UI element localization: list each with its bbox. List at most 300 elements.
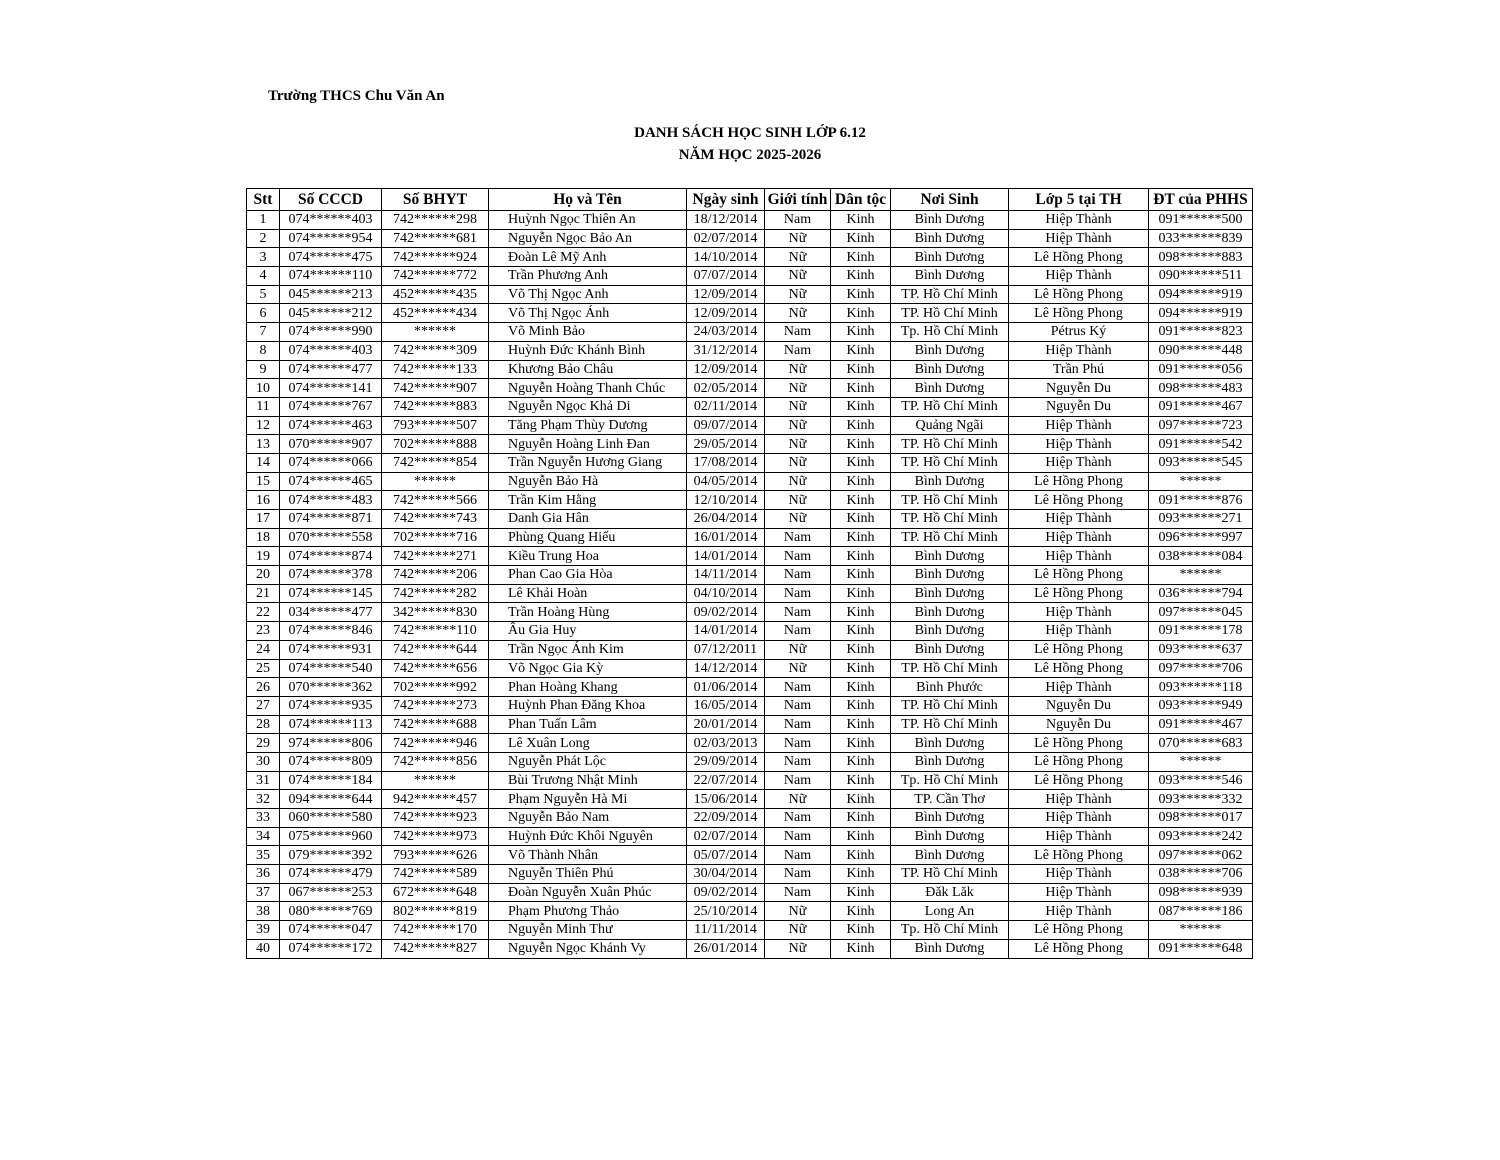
cell-ethnicity: Kinh (831, 397, 891, 416)
table-row (247, 902, 1253, 921)
cell-cccd: 074******931 (280, 640, 382, 659)
cell-bhyt: 672******648 (382, 883, 489, 902)
cell-bhyt: ****** (382, 472, 489, 491)
cell-cccd: 070******558 (280, 528, 382, 547)
cell-bhyt: ****** (382, 771, 489, 790)
cell-primary-school: Hiệp Thành (1009, 678, 1149, 697)
cell-stt: 35 (247, 846, 280, 865)
cell-birthplace: Bình Dương (891, 360, 1009, 379)
cell-gender: Nam (765, 752, 831, 771)
cell-cccd: 079******392 (280, 846, 382, 865)
cell-full-name: Phan Tuấn Lâm (489, 715, 687, 734)
cell-full-name: Huỳnh Ngọc Thiên An (489, 211, 687, 230)
cell-bhyt: 742******856 (382, 752, 489, 771)
cell-bhyt: 452******434 (382, 304, 489, 323)
cell-full-name: Trần Hoàng Hùng (489, 603, 687, 622)
cell-full-name: Phan Cao Gia Hòa (489, 566, 687, 585)
cell-parent-phone: 094******919 (1149, 304, 1253, 323)
cell-stt: 38 (247, 902, 280, 921)
cell-bhyt: 702******992 (382, 678, 489, 697)
cell-cccd: 074******066 (280, 453, 382, 472)
table-row (247, 827, 1253, 846)
cell-primary-school: Hiệp Thành (1009, 865, 1149, 884)
cell-stt: 3 (247, 248, 280, 267)
cell-parent-phone: 091******648 (1149, 939, 1253, 958)
cell-parent-phone: 091******823 (1149, 323, 1253, 342)
cell-cccd: 060******580 (280, 809, 382, 828)
cell-full-name: Nguyễn Phát Lộc (489, 752, 687, 771)
cell-full-name: Phan Hoàng Khang (489, 678, 687, 697)
cell-birthplace: Bình Dương (891, 566, 1009, 585)
cell-ethnicity: Kinh (831, 939, 891, 958)
cell-stt: 13 (247, 435, 280, 454)
cell-ethnicity: Kinh (831, 883, 891, 902)
cell-birth-date: 09/07/2014 (687, 416, 765, 435)
cell-birth-date: 14/12/2014 (687, 659, 765, 678)
cell-full-name: Nguyễn Hoàng Thanh Chúc (489, 379, 687, 398)
cell-gender: Nữ (765, 229, 831, 248)
cell-stt: 32 (247, 790, 280, 809)
cell-primary-school: Lê Hồng Phong (1009, 566, 1149, 585)
cell-ethnicity: Kinh (831, 584, 891, 603)
cell-ethnicity: Kinh (831, 472, 891, 491)
cell-birthplace: TP. Hồ Chí Minh (891, 510, 1009, 529)
cell-full-name: Võ Thành Nhân (489, 846, 687, 865)
document-title: DANH SÁCH HỌC SINH LỚP 6.12 (634, 125, 866, 141)
header-stt: Stt (247, 189, 280, 211)
cell-birthplace: Bình Dương (891, 603, 1009, 622)
cell-birthplace: TP. Hồ Chí Minh (891, 435, 1009, 454)
table-row (247, 379, 1253, 398)
cell-gender: Nam (765, 883, 831, 902)
cell-full-name: Trần Ngọc Ánh Kim (489, 640, 687, 659)
cell-primary-school: Hiệp Thành (1009, 603, 1149, 622)
table-row (247, 790, 1253, 809)
cell-gender: Nam (765, 566, 831, 585)
cell-ethnicity: Kinh (831, 267, 891, 286)
cell-birth-date: 02/07/2014 (687, 827, 765, 846)
cell-full-name: Lê Xuân Long (489, 734, 687, 753)
cell-bhyt: ****** (382, 323, 489, 342)
cell-birthplace: Tp. Hồ Chí Minh (891, 323, 1009, 342)
cell-bhyt: 742******644 (382, 640, 489, 659)
cell-primary-school: Trần Phú (1009, 360, 1149, 379)
table-row (247, 678, 1253, 697)
cell-cccd: 074******846 (280, 622, 382, 641)
cell-primary-school: Hiệp Thành (1009, 528, 1149, 547)
table-row (247, 341, 1253, 360)
cell-primary-school: Hiệp Thành (1009, 267, 1149, 286)
cell-birthplace: TP. Hồ Chí Minh (891, 285, 1009, 304)
cell-bhyt: 742******681 (382, 229, 489, 248)
cell-birthplace: Bình Dương (891, 379, 1009, 398)
cell-stt: 6 (247, 304, 280, 323)
cell-primary-school: Hiệp Thành (1009, 883, 1149, 902)
cell-bhyt: 342******830 (382, 603, 489, 622)
cell-ethnicity: Kinh (831, 622, 891, 641)
cell-cccd: 074******047 (280, 921, 382, 940)
cell-birth-date: 29/05/2014 (687, 435, 765, 454)
cell-parent-phone: 087******186 (1149, 902, 1253, 921)
cell-birthplace: TP. Hồ Chí Minh (891, 865, 1009, 884)
header-birthplace: Nơi Sinh (891, 189, 1009, 211)
cell-cccd: 074******479 (280, 865, 382, 884)
cell-full-name: Khương Bảo Châu (489, 360, 687, 379)
table-row (247, 622, 1253, 641)
cell-gender: Nam (765, 809, 831, 828)
table-row (247, 659, 1253, 678)
cell-cccd: 074******767 (280, 397, 382, 416)
cell-primary-school: Hiệp Thành (1009, 435, 1149, 454)
cell-stt: 30 (247, 752, 280, 771)
cell-cccd: 074******540 (280, 659, 382, 678)
cell-full-name: Võ Thị Ngọc Anh (489, 285, 687, 304)
cell-primary-school: Lê Hồng Phong (1009, 248, 1149, 267)
cell-bhyt: 942******457 (382, 790, 489, 809)
cell-full-name: Nguyễn Bảo Nam (489, 809, 687, 828)
cell-birth-date: 04/10/2014 (687, 584, 765, 603)
cell-birthplace: Bình Dương (891, 809, 1009, 828)
cell-primary-school: Lê Hồng Phong (1009, 921, 1149, 940)
cell-stt: 18 (247, 528, 280, 547)
table-row (247, 883, 1253, 902)
cell-full-name: Phạm Nguyễn Hà Mi (489, 790, 687, 809)
cell-cccd: 074******935 (280, 696, 382, 715)
cell-stt: 33 (247, 809, 280, 828)
cell-cccd: 067******253 (280, 883, 382, 902)
cell-primary-school: Hiệp Thành (1009, 547, 1149, 566)
cell-primary-school: Lê Hồng Phong (1009, 659, 1149, 678)
cell-parent-phone: 070******683 (1149, 734, 1253, 753)
cell-birthplace: Bình Dương (891, 341, 1009, 360)
cell-bhyt: 742******907 (382, 379, 489, 398)
cell-gender: Nam (765, 584, 831, 603)
cell-birth-date: 16/01/2014 (687, 528, 765, 547)
cell-cccd: 034******477 (280, 603, 382, 622)
cell-full-name: Trần Phương Anh (489, 267, 687, 286)
cell-primary-school: Hiệp Thành (1009, 229, 1149, 248)
cell-bhyt: 742******827 (382, 939, 489, 958)
cell-parent-phone: 098******939 (1149, 883, 1253, 902)
cell-bhyt: 742******883 (382, 397, 489, 416)
cell-bhyt: 793******507 (382, 416, 489, 435)
cell-full-name: Lê Khải Hoàn (489, 584, 687, 603)
cell-parent-phone: ****** (1149, 472, 1253, 491)
cell-full-name: Phạm Phương Thảo (489, 902, 687, 921)
cell-gender: Nữ (765, 902, 831, 921)
cell-primary-school: Hiệp Thành (1009, 622, 1149, 641)
cell-parent-phone: 097******045 (1149, 603, 1253, 622)
cell-birthplace: TP. Hồ Chí Minh (891, 659, 1009, 678)
cell-full-name: Nguyễn Hoàng Linh Đan (489, 435, 687, 454)
cell-gender: Nữ (765, 267, 831, 286)
cell-birthplace: Bình Dương (891, 622, 1009, 641)
cell-parent-phone: 090******448 (1149, 341, 1253, 360)
cell-gender: Nữ (765, 304, 831, 323)
cell-birthplace: Tp. Hồ Chí Minh (891, 771, 1009, 790)
cell-cccd: 080******769 (280, 902, 382, 921)
cell-gender: Nam (765, 846, 831, 865)
table-row (247, 211, 1253, 230)
cell-stt: 20 (247, 566, 280, 585)
cell-parent-phone: 091******876 (1149, 491, 1253, 510)
cell-birthplace: Bình Dương (891, 640, 1009, 659)
cell-birthplace: Long An (891, 902, 1009, 921)
cell-birth-date: 12/09/2014 (687, 285, 765, 304)
cell-birthplace: Quảng Ngãi (891, 416, 1009, 435)
cell-bhyt: 742******923 (382, 809, 489, 828)
cell-cccd: 074******145 (280, 584, 382, 603)
cell-gender: Nữ (765, 659, 831, 678)
cell-primary-school: Nguyễn Du (1009, 696, 1149, 715)
cell-stt: 5 (247, 285, 280, 304)
cell-birthplace: Bình Dương (891, 939, 1009, 958)
cell-birth-date: 17/08/2014 (687, 453, 765, 472)
cell-birthplace: Bình Dương (891, 827, 1009, 846)
cell-full-name: Nguyễn Bảo Hà (489, 472, 687, 491)
cell-gender: Nam (765, 734, 831, 753)
cell-stt: 2 (247, 229, 280, 248)
cell-bhyt: 742******688 (382, 715, 489, 734)
cell-primary-school: Hiệp Thành (1009, 416, 1149, 435)
cell-parent-phone: 093******546 (1149, 771, 1253, 790)
cell-stt: 19 (247, 547, 280, 566)
table-row (247, 734, 1253, 753)
cell-bhyt: 742******589 (382, 865, 489, 884)
cell-cccd: 074******475 (280, 248, 382, 267)
cell-primary-school: Hiệp Thành (1009, 827, 1149, 846)
table-row (247, 435, 1253, 454)
cell-parent-phone: 091******500 (1149, 211, 1253, 230)
cell-primary-school: Lê Hồng Phong (1009, 846, 1149, 865)
cell-gender: Nữ (765, 285, 831, 304)
cell-birth-date: 09/02/2014 (687, 603, 765, 622)
cell-primary-school: Hiệp Thành (1009, 341, 1149, 360)
cell-parent-phone: 094******919 (1149, 285, 1253, 304)
cell-bhyt: 742******743 (382, 510, 489, 529)
table-row (247, 846, 1253, 865)
cell-ethnicity: Kinh (831, 229, 891, 248)
table-row (247, 696, 1253, 715)
cell-birthplace: Tp. Hồ Chí Minh (891, 921, 1009, 940)
table-row (247, 640, 1253, 659)
cell-gender: Nữ (765, 510, 831, 529)
cell-primary-school: Lê Hồng Phong (1009, 285, 1149, 304)
cell-gender: Nam (765, 323, 831, 342)
cell-birthplace: TP. Hồ Chí Minh (891, 696, 1009, 715)
cell-ethnicity: Kinh (831, 491, 891, 510)
cell-birth-date: 01/06/2014 (687, 678, 765, 697)
cell-gender: Nam (765, 715, 831, 734)
cell-bhyt: 742******282 (382, 584, 489, 603)
cell-birth-date: 16/05/2014 (687, 696, 765, 715)
cell-ethnicity: Kinh (831, 846, 891, 865)
cell-stt: 40 (247, 939, 280, 958)
cell-ethnicity: Kinh (831, 771, 891, 790)
cell-bhyt: 742******309 (382, 341, 489, 360)
cell-stt: 22 (247, 603, 280, 622)
cell-ethnicity: Kinh (831, 902, 891, 921)
cell-full-name: Nguyễn Ngọc Khả Di (489, 397, 687, 416)
cell-primary-school: Hiệp Thành (1009, 510, 1149, 529)
cell-parent-phone: ****** (1149, 566, 1253, 585)
cell-bhyt: 742******973 (382, 827, 489, 846)
cell-cccd: 074******403 (280, 211, 382, 230)
cell-full-name: Âu Gia Huy (489, 622, 687, 641)
cell-parent-phone: 038******084 (1149, 547, 1253, 566)
cell-full-name: Nguyễn Thiên Phú (489, 865, 687, 884)
cell-bhyt: 742******206 (382, 566, 489, 585)
cell-birth-date: 12/10/2014 (687, 491, 765, 510)
cell-cccd: 094******644 (280, 790, 382, 809)
cell-ethnicity: Kinh (831, 435, 891, 454)
cell-bhyt: 742******924 (382, 248, 489, 267)
cell-ethnicity: Kinh (831, 752, 891, 771)
cell-full-name: Huỳnh Phan Đăng Khoa (489, 696, 687, 715)
table-row (247, 472, 1253, 491)
cell-parent-phone: 097******706 (1149, 659, 1253, 678)
cell-gender: Nữ (765, 491, 831, 510)
cell-birth-date: 22/09/2014 (687, 809, 765, 828)
table-row (247, 285, 1253, 304)
cell-stt: 9 (247, 360, 280, 379)
cell-cccd: 074******463 (280, 416, 382, 435)
cell-cccd: 074******477 (280, 360, 382, 379)
cell-stt: 15 (247, 472, 280, 491)
cell-stt: 37 (247, 883, 280, 902)
cell-gender: Nam (765, 211, 831, 230)
cell-bhyt: 802******819 (382, 902, 489, 921)
cell-gender: Nam (765, 827, 831, 846)
cell-parent-phone: 093******545 (1149, 453, 1253, 472)
cell-ethnicity: Kinh (831, 453, 891, 472)
table-row (247, 771, 1253, 790)
cell-birth-date: 20/01/2014 (687, 715, 765, 734)
cell-cccd: 074******403 (280, 341, 382, 360)
table-row (247, 547, 1253, 566)
table-row (247, 566, 1253, 585)
header-bhyt: Số BHYT (382, 189, 489, 211)
cell-cccd: 074******809 (280, 752, 382, 771)
cell-birthplace: Đăk Lăk (891, 883, 1009, 902)
cell-birthplace: TP. Hồ Chí Minh (891, 491, 1009, 510)
cell-parent-phone: 091******056 (1149, 360, 1253, 379)
header-full-name: Họ và Tên (489, 189, 687, 211)
cell-gender: Nữ (765, 397, 831, 416)
cell-stt: 21 (247, 584, 280, 603)
cell-cccd: 075******960 (280, 827, 382, 846)
cell-gender: Nam (765, 771, 831, 790)
cell-birthplace: Bình Dương (891, 547, 1009, 566)
cell-cccd: 074******141 (280, 379, 382, 398)
cell-gender: Nam (765, 622, 831, 641)
cell-cccd: 074******110 (280, 267, 382, 286)
cell-gender: Nữ (765, 640, 831, 659)
cell-ethnicity: Kinh (831, 603, 891, 622)
cell-stt: 11 (247, 397, 280, 416)
cell-full-name: Bùi Trương Nhật Minh (489, 771, 687, 790)
cell-ethnicity: Kinh (831, 659, 891, 678)
cell-birth-date: 22/07/2014 (687, 771, 765, 790)
cell-cccd: 074******184 (280, 771, 382, 790)
cell-full-name: Phùng Quang Hiếu (489, 528, 687, 547)
cell-gender: Nam (765, 865, 831, 884)
cell-primary-school: Hiệp Thành (1009, 453, 1149, 472)
cell-primary-school: Nguyễn Du (1009, 379, 1149, 398)
table-row (247, 304, 1253, 323)
cell-primary-school: Lê Hồng Phong (1009, 491, 1149, 510)
table-row (247, 491, 1253, 510)
cell-primary-school: Pétrus Ký (1009, 323, 1149, 342)
cell-bhyt: 742******656 (382, 659, 489, 678)
cell-primary-school: Lê Hồng Phong (1009, 752, 1149, 771)
cell-parent-phone: 098******017 (1149, 809, 1253, 828)
document-subtitle: NĂM HỌC 2025-2026 (678, 147, 822, 163)
cell-full-name: Võ Minh Bảo (489, 323, 687, 342)
cell-ethnicity: Kinh (831, 285, 891, 304)
table-row (247, 416, 1253, 435)
cell-parent-phone: 093******949 (1149, 696, 1253, 715)
cell-primary-school: Hiệp Thành (1009, 211, 1149, 230)
cell-ethnicity: Kinh (831, 528, 891, 547)
cell-stt: 39 (247, 921, 280, 940)
table-row (247, 248, 1253, 267)
cell-ethnicity: Kinh (831, 790, 891, 809)
cell-gender: Nữ (765, 453, 831, 472)
cell-cccd: 074******465 (280, 472, 382, 491)
cell-birth-date: 30/04/2014 (687, 865, 765, 884)
cell-stt: 12 (247, 416, 280, 435)
cell-cccd: 074******874 (280, 547, 382, 566)
cell-gender: Nam (765, 547, 831, 566)
cell-full-name: Danh Gia Hân (489, 510, 687, 529)
cell-parent-phone: 091******467 (1149, 715, 1253, 734)
cell-parent-phone: 033******839 (1149, 229, 1253, 248)
cell-parent-phone: 097******062 (1149, 846, 1253, 865)
cell-full-name: Nguyễn Ngọc Khánh Vy (489, 939, 687, 958)
cell-ethnicity: Kinh (831, 865, 891, 884)
cell-birth-date: 12/09/2014 (687, 360, 765, 379)
cell-stt: 28 (247, 715, 280, 734)
cell-cccd: 074******378 (280, 566, 382, 585)
cell-parent-phone: 097******723 (1149, 416, 1253, 435)
cell-primary-school: Hiệp Thành (1009, 809, 1149, 828)
cell-birthplace: Bình Dương (891, 267, 1009, 286)
cell-parent-phone: 036******794 (1149, 584, 1253, 603)
cell-gender: Nữ (765, 360, 831, 379)
cell-gender: Nữ (765, 435, 831, 454)
cell-ethnicity: Kinh (831, 678, 891, 697)
cell-cccd: 074******483 (280, 491, 382, 510)
header-gender: Giới tính (765, 189, 831, 211)
cell-birth-date: 07/07/2014 (687, 267, 765, 286)
cell-parent-phone: 098******883 (1149, 248, 1253, 267)
cell-gender: Nam (765, 603, 831, 622)
cell-bhyt: 742******946 (382, 734, 489, 753)
cell-full-name: Trần Nguyễn Hương Giang (489, 453, 687, 472)
cell-cccd: 074******990 (280, 323, 382, 342)
cell-birthplace: Bình Dương (891, 846, 1009, 865)
cell-full-name: Nguyễn Minh Thư (489, 921, 687, 940)
cell-stt: 34 (247, 827, 280, 846)
cell-parent-phone: 096******997 (1149, 528, 1253, 547)
cell-ethnicity: Kinh (831, 696, 891, 715)
cell-cccd: 074******113 (280, 715, 382, 734)
cell-primary-school: Lê Hồng Phong (1009, 640, 1149, 659)
cell-stt: 14 (247, 453, 280, 472)
cell-birthplace: TP. Hồ Chí Minh (891, 715, 1009, 734)
cell-gender: Nam (765, 678, 831, 697)
